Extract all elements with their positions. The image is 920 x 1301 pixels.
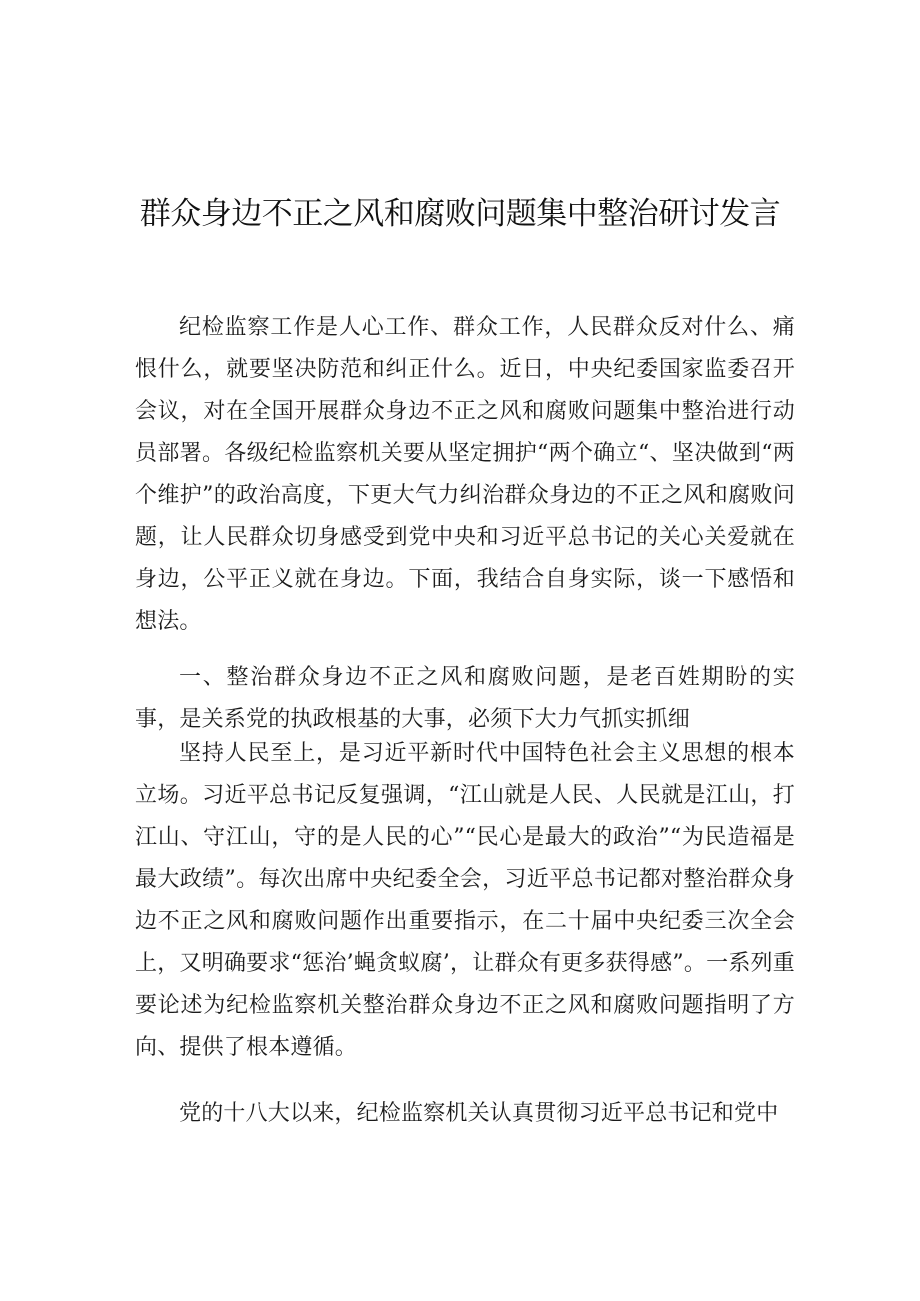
paragraph-intro: 纪检监察工作是人心工作、群众工作，人民群众反对什么、痛恨什么，就要坚决防范和纠正什么。近日，中央纪委国家监委召开会议，对在全国开展群众身边不正之风和腐败问题集中整治进行动员部署。各级纪检监察机关要从坚定拥护“两个确立“、坚决做到“两个维护”的政治高度，下更大气力纠治群众身边的不正之风和腐败问题，让人民群众切身感受到党中央和习近平总书记的关心关爱就在身边，公平正义就在身边。下面，我结合自身实际，谈一下感悟和想法。 [135,315,795,634]
paragraph-people-first: 坚持人民至上，是习近平新时代中国特色社会主义思想的根本立场。习近平总书记反复强调，“江山就是人民、人民就是江山，打江山、守江山，守的是人民的心”“民心是最大的政治”“为民造福是最大政绩”。每次出席中央纪委全会，习近平总书记都对整治群众身边不正之风和腐败问题作出重要指示，在二十届中央纪委三次全会上，又明确要求“惩治’蝇贪蚁腐’，让群众有更多获得感”。一系列重要论述为纪检监察机关整治群众身边不正之风和腐败问题指明了方向、提供了根本遵循。 [135,741,795,1060]
section-heading-1: 一、整治群众身边不正之风和腐败问题，是老百姓期盼的实事，是关系党的执政根基的大事，必须下大力气抓实抓细 [135,665,795,732]
paragraph-since-18th-congress: 党的十八大以来，纪检监察机关认真贯彻习近平总书记和党中 [179,1101,779,1126]
document-title: 群众身边不正之风和腐败问题集中整治研讨发言 [139,196,781,232]
